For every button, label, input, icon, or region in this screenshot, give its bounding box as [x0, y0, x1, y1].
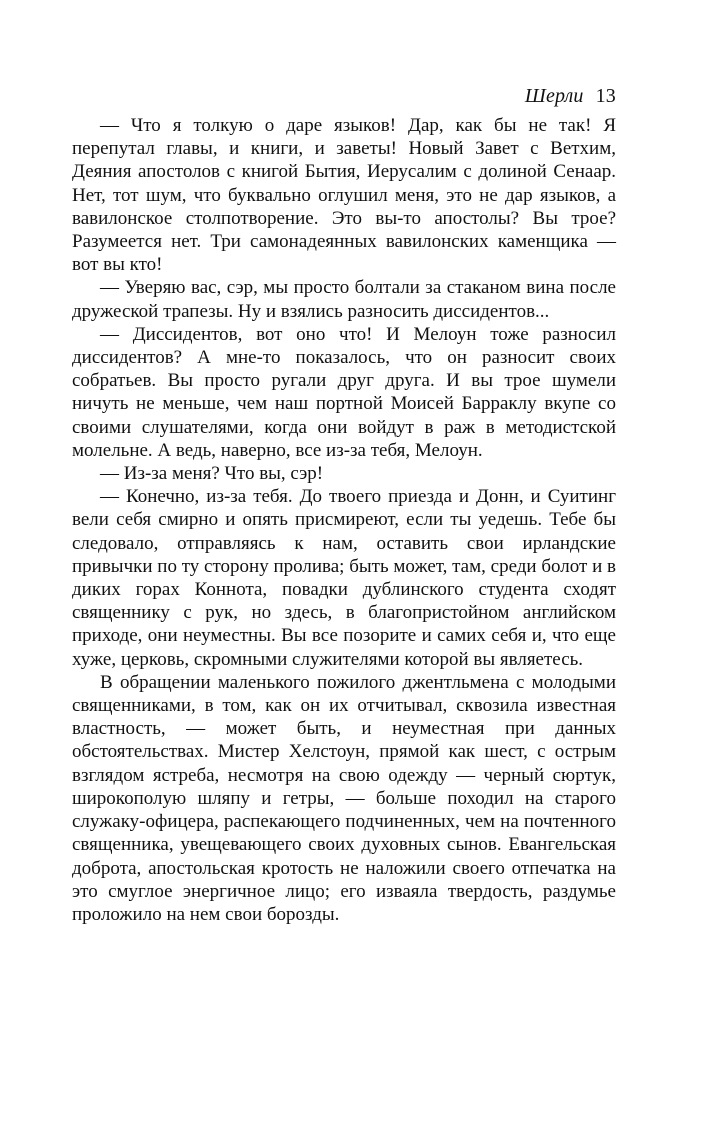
running-head — [72, 84, 616, 108]
paragraph-5: — Конечно, из-за тебя. До твоего приезда и Донн, и Суитинг вели себя смирно и опять присмиреют, если ты уедешь. Тебе бы следовало, отправляясь к нам, оставить свои ирландские привычки по ту сторону пролива; быть может, там, среди болот и в диких горах Коннота, повадки дублинского студента сходят священнику с рук, но здесь, в благопристойном английском приходе, они неуместны. Вы все позорите и самих себя и, что еще хуже, церковь, скромными служителями которой вы являетесь. — [72, 486, 616, 670]
paragraph-3: — Диссидентов, вот оно что! И Мелоун тоже разносил диссидентов? А мне-то показалось, что он разносит своих собратьев. Вы просто ругали друг друга. И вы трое шумели ничуть не меньше, чем наш портной Моисей Барраклу вкупе со своими слушателями, когда они войдут в раж в методистской молельне. А ведь, наверно, все из-за тебя, Мелоун. — [72, 323, 616, 461]
paragraph-4: — Из-за меня? Что вы, сэр! — [100, 463, 324, 485]
paragraph-1: — Что я толкую о даре языков! Дар, как бы не так! Я перепутал главы, и книги, и заветы! Новый Завет с Ветхим, Деяния апостолов с книгой Бытия, Иерусалим с долиной Сенаар. Нет, тот шум, что буквально оглушил меня, это не дар языков, а вавилонское столпотворение. Это вы-то апостолы? Вы трое? Разумеется нет. Три самонадеянных вавилонских каменщика — вот вы кто! — [72, 115, 616, 276]
body-text — [72, 114, 616, 926]
page-number: 13 — [595, 85, 616, 107]
book-page — [72, 84, 616, 926]
paragraph-6: В обращении маленького пожилого джентльмена с молодыми священниками, в том, как он их отчитывал, сквозила известная властность, — может быть, и неуместная при данных обстоятельствах. Мистер Хелстоун, прямой как шест, с острым взглядом ястреба, несмотря на свою одежду — черный сюртук, широкополую шляпу и гетры, — больше походил на старого служаку-офицера, распекающего подчиненных, чем на почтенного священника, увещевающего своих духовных сынов. Евангельская доброта, апостольская кротость не наложили своего отпечатка на это смуглое энергичное лицо; его изваяла твердость, раздумье проложило на нем свои борозды. — [72, 671, 616, 925]
paragraph-2: — Уверяю вас, сэр, мы просто болтали за стаканом вина после дружеской трапезы. Ну и взялись разносить диссидентов... — [72, 277, 616, 322]
book-title: Шерли — [524, 85, 584, 107]
